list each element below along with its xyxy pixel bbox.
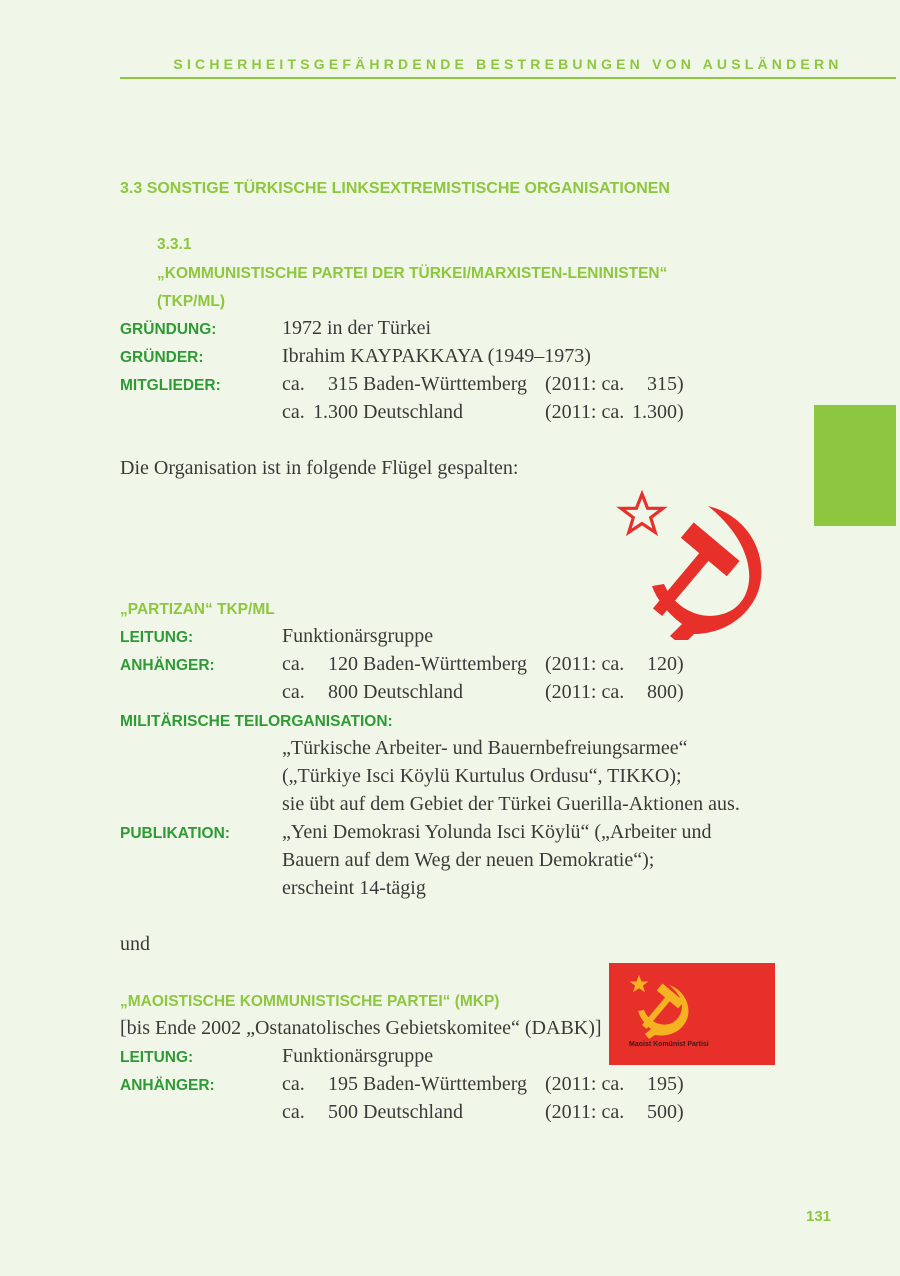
und-text: und — [120, 933, 150, 955]
follower-place: Baden-Württemberg — [363, 653, 528, 675]
prev-year-close: ) — [677, 401, 684, 423]
prev-year-count: 800 — [647, 681, 677, 703]
prev-year-close: ) — [677, 1101, 684, 1123]
prev-year-label: (2011: ca. — [545, 401, 625, 423]
leitung-label: LEITUNG: — [120, 629, 194, 646]
subsection-title: „KOMMUNISTISCHE PARTEI DER TÜRKEI/MARXISTEN-LENINISTEN“ — [157, 265, 668, 282]
militaer-line: sie übt auf dem Gebiet der Türkei Guerilla-Aktionen aus. — [282, 793, 740, 815]
follower-count: 195 — [328, 1073, 358, 1095]
intro-text: Die Organisation ist in folgende Flügel gespalten: — [120, 457, 519, 479]
prev-year-close: ) — [677, 681, 684, 703]
follower-place: Deutschland — [363, 1101, 463, 1123]
ca-text: ca. — [282, 653, 305, 675]
mkp-logo-text: Maoist Komünist Partisi — [629, 1041, 709, 1048]
chapter-side-tab — [814, 405, 896, 526]
prev-year-label: (2011: ca. — [545, 373, 625, 395]
prev-year-label: (2011: ca. — [545, 681, 625, 703]
mkp-flag-emblem — [609, 963, 775, 1065]
mkp-title: „MAOISTISCHE KOMMUNISTISCHE PARTEI“ (MKP) — [120, 993, 500, 1010]
running-head: SICHERHEITSGEFÄHRDENDE BESTREBUNGEN VON AUSLÄNDERN — [173, 56, 843, 72]
publikation-label: PUBLIKATION: — [120, 825, 230, 842]
leitung-label: LEITUNG: — [120, 1049, 194, 1066]
militaer-line: („Türkiye Isci Köylü Kurtulus Ordusu“, TIKKO); — [282, 765, 682, 787]
subsection-title-abbr: (TKP/ML) — [157, 293, 226, 310]
prev-year-label: (2011: ca. — [545, 653, 625, 675]
star-icon — [621, 494, 663, 532]
prev-year-count: 195 — [647, 1073, 677, 1095]
leitung-value: Funktionärsgruppe — [282, 1045, 434, 1067]
ca-text: ca. — [282, 681, 305, 703]
follower-place: Deutschland — [363, 681, 463, 703]
militaer-label: MILITÄRISCHE TEILORGANISATION: — [120, 713, 393, 730]
ca-text: ca. — [282, 373, 305, 395]
ca-text: ca. — [282, 1073, 305, 1095]
page-number: 131 — [806, 1208, 832, 1225]
header-rule — [120, 77, 896, 79]
prev-year-count: 120 — [647, 653, 677, 675]
anhaenger-label: ANHÄNGER: — [120, 657, 215, 674]
gruender-label: GRÜNDER: — [120, 349, 204, 366]
ca-text: ca. — [282, 1101, 305, 1123]
prev-year-close: ) — [677, 653, 684, 675]
hammer-sickle-icon — [627, 971, 697, 1039]
member-count: 315 — [328, 373, 358, 395]
hammer-sickle-star-emblem — [612, 488, 775, 640]
publikation-line: Bauern auf dem Weg der neuen Demokratie“); — [282, 849, 655, 871]
leitung-value: Funktionärsgruppe — [282, 625, 434, 647]
mitglieder-label: MITGLIEDER: — [120, 377, 221, 394]
follower-place: Baden-Württemberg — [363, 1073, 528, 1095]
ca-text: ca. — [282, 401, 305, 423]
gruender-value: Ibrahim KAYPAKKAYA (1949–1973) — [282, 345, 591, 367]
publikation-line: erscheint 14-tägig — [282, 877, 426, 899]
prev-year-label: (2011: ca. — [545, 1101, 625, 1123]
follower-count: 500 — [328, 1101, 358, 1123]
member-count: 1.300 — [313, 401, 358, 423]
member-place: Deutschland — [363, 401, 463, 423]
prev-year-count: 315 — [647, 373, 677, 395]
section-title: 3.3 SONSTIGE TÜRKISCHE LINKSEXTREMISTISCHE ORGANISATIONEN — [120, 180, 670, 197]
mkp-former-name: [bis Ende 2002 „Ostanatolisches Gebietskomitee“ (DABK)] — [120, 1017, 602, 1039]
follower-count: 800 — [328, 681, 358, 703]
militaer-line: „Türkische Arbeiter- und Bauernbefreiungsarmee“ — [282, 737, 688, 759]
follower-count: 120 — [328, 653, 358, 675]
prev-year-close: ) — [677, 1073, 684, 1095]
subsection-number: 3.3.1 — [157, 236, 192, 253]
member-place: Baden-Württemberg — [363, 373, 528, 395]
publikation-line: „Yeni Demokrasi Yolunda Isci Köylü“ („Arbeiter und — [282, 821, 712, 843]
gruendung-value: 1972 in der Türkei — [282, 317, 432, 339]
sickle-icon — [652, 506, 761, 640]
gruendung-label: GRÜNDUNG: — [120, 321, 217, 338]
prev-year-label: (2011: ca. — [545, 1073, 625, 1095]
anhaenger-label: ANHÄNGER: — [120, 1077, 215, 1094]
prev-year-count: 500 — [647, 1101, 677, 1123]
partizan-title: „PARTIZAN“ TKP/ML — [120, 601, 275, 618]
prev-year-count: 1.300 — [632, 401, 677, 423]
prev-year-close: ) — [677, 373, 684, 395]
